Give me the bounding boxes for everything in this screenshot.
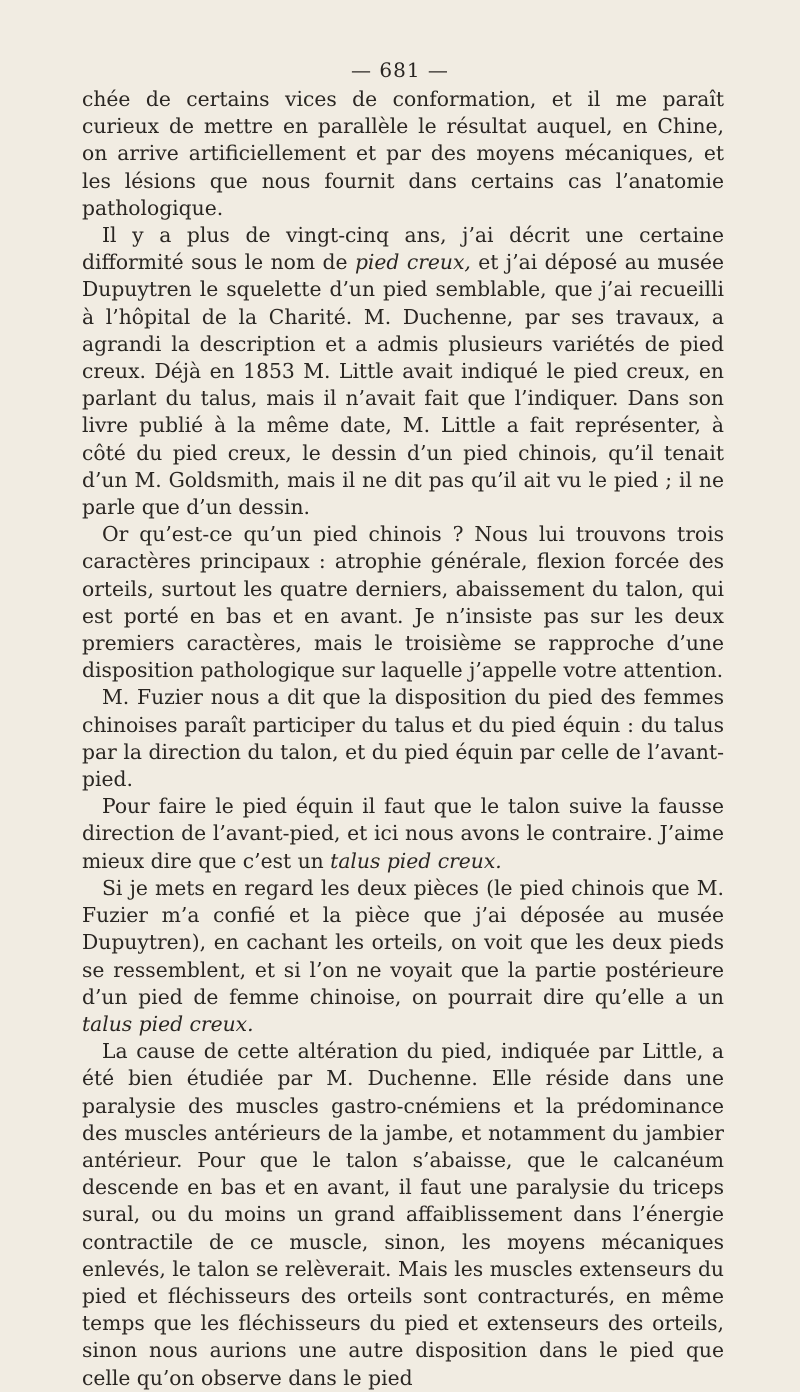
text-run: Pour faire le pied équin il faut que le talon suive la fausse direction de l’avant-pied, et ici nous avons le contraire. J’aime mieux dire que c’est un bbox=[82, 794, 724, 873]
italic-term: pied creux, bbox=[354, 250, 471, 275]
paragraph bbox=[82, 875, 724, 1038]
body-text bbox=[82, 86, 724, 1392]
text-run: Si je mets en regard les deux pièces (le pied chinois que M. Fuzier m’a confié et la pièce que j’ai déposée au musée Dupuytren), en cachant les orteils, on voit que les deux pieds se ressemblent, et si l’on ne voyait que la partie postérieure d’un pied de femme chinoise, on pourrait dire qu’elle a un bbox=[82, 875, 724, 1009]
paragraph: M. Fuzier nous a dit que la disposition du pied des femmes chinoises paraît participer du talus et du pied équin : du talus par la direction du talon, et du pied équin par celle de l’avant-pied. bbox=[82, 685, 724, 792]
page-number: — 681 — bbox=[351, 58, 449, 82]
italic-term: talus pied creux. bbox=[82, 1011, 254, 1036]
italic-term: talus pied creux. bbox=[330, 848, 502, 873]
paragraph: La cause de cette altération du pied, indiquée par Little, a été bien étudiée par M. Duchenne. Elle réside dans une paralysie des muscles gastro-cnémiens et la prédominance des muscles antérieurs de la jambe, et notamment du jambier antérieur. Pour que le talon s’abaisse, que le calcanéum descende en bas et en avant, il faut une paralysie du triceps sural, ou du moins un grand affaiblissement dans l’énergie contractile de ce muscle, sinon, les moyens mécaniques enlevés, le talon se relèverait. Mais les muscles extenseurs du pied et fléchisseurs des orteils sont contracturés, en même temps que les fléchisseurs du pied et extenseurs des orteils, sinon nous aurions une autre disposition dans le pied que celle qu’on observe dans le pied bbox=[82, 1039, 724, 1390]
paragraph bbox=[82, 793, 724, 875]
paragraph: Or qu’est-ce qu’un pied chinois ? Nous lui trouvons trois caractères principaux : atrophie générale, flexion forcée des orteils, surtout les quatre derniers, abaissement du talon, qui est porté en bas et en avant. Je n’insiste pas sur les deux premiers caractères, mais le troisième se rapproche d’une disposition pathologique sur laquelle j’appelle votre attention. bbox=[82, 522, 724, 683]
text-run: et j’ai déposé au musée Dupuytren le squelette d’un pied semblable, que j’ai recueilli à l’hôpital de la Charité. M. Duchenne, par ses travaux, a agrandi la description et a admis plusieurs variétés de pied creux. Déjà en 1853 M. Little avait indiqué le pied creux, en parlant du talus, mais il n’avait fait que l’indiquer. Dans son livre publié à la même date, M. Little a fait représenter, à côté du pied creux, le dessin d’un pied chinois, qu’il tenait d’un M. Goldsmith, mais il ne dit pas qu’il ait vu le pied ; il ne parle que d’un dessin. bbox=[82, 250, 724, 520]
text-run: Il y a plus de vingt-cinq ans, j’ai décrit une certaine difformité sous le nom de bbox=[82, 223, 724, 275]
paragraph: chée de certains vices de conformation, et il me paraît curieux de mettre en parallèle le résultat auquel, en Chine, on arrive artificiellement et par des moyens mécaniques, et les lésions que nous fournit dans certains cas l’anatomie pathologique. bbox=[82, 87, 724, 220]
paragraph bbox=[82, 222, 724, 521]
